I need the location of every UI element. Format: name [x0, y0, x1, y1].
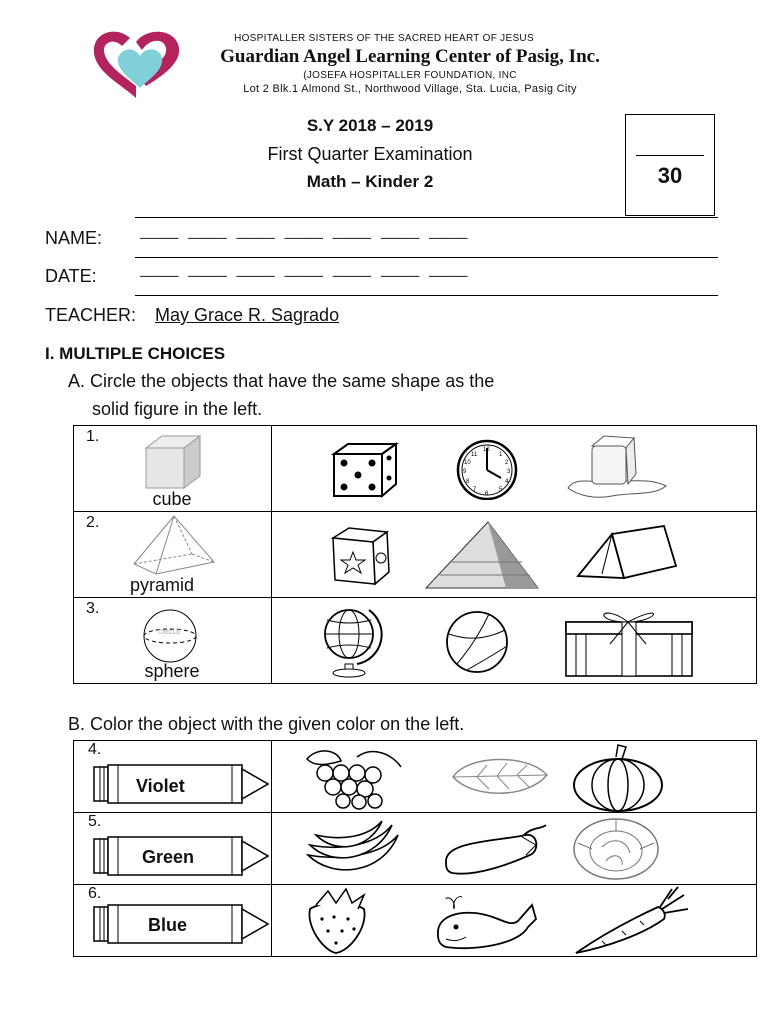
- name-label: NAME:: [45, 228, 103, 248]
- score-blank: [636, 155, 704, 156]
- svg-text:10: 10: [464, 460, 471, 466]
- question-cell: [74, 512, 272, 598]
- shape-name: pyramid: [129, 575, 195, 595]
- date-field[interactable]: ‒‒‒‒ ‒‒‒‒ ‒‒‒‒ ‒‒‒‒ ‒‒‒‒ ‒‒‒‒ ‒‒‒‒: [140, 266, 468, 285]
- choices-cell: [272, 426, 757, 512]
- exam-title: First Quarter Examination: [267, 144, 473, 164]
- sphere-shape-icon: [138, 608, 202, 664]
- eggplant-icon[interactable]: [442, 821, 552, 879]
- shape-name: cube: [152, 489, 192, 509]
- bananas-icon[interactable]: [302, 815, 402, 883]
- svg-text:CIRCLE: CIRCLE: [158, 630, 181, 636]
- org-line: HOSPITALLER SISTERS OF THE SACRED HEART OF JESUS: [234, 33, 534, 44]
- foundation-line: (JOSEFA HOSPITALLER FOUNDATION, INC: [303, 70, 517, 81]
- color-label: Blue: [148, 915, 188, 935]
- subject-title: Math – Kinder 2: [306, 172, 434, 191]
- question-number: 4.: [88, 741, 102, 758]
- question-cell: [74, 885, 272, 957]
- carrot-icon[interactable]: [572, 885, 692, 955]
- leaf-icon[interactable]: [447, 753, 557, 803]
- toy-block-icon[interactable]: [327, 524, 393, 588]
- choices-cell: [272, 741, 757, 813]
- pumpkin-icon[interactable]: [570, 743, 670, 813]
- question-cell: [74, 813, 272, 885]
- part-b-instruction: B. Color the object with the given color on the left.: [68, 714, 465, 734]
- svg-text:11: 11: [471, 452, 478, 458]
- shape-name: sphere: [144, 661, 200, 681]
- svg-text:5: 5: [499, 487, 503, 493]
- globe-icon[interactable]: [317, 604, 387, 678]
- divider-line: [135, 217, 718, 218]
- question-number: 1.: [86, 428, 100, 445]
- date-label: DATE:: [45, 266, 97, 286]
- grapes-icon[interactable]: [297, 745, 407, 813]
- ice-cube-icon[interactable]: [562, 432, 672, 502]
- question-cell: [74, 741, 272, 813]
- teacher-label: TEACHER:: [45, 305, 137, 325]
- svg-text:3: 3: [507, 469, 511, 475]
- cabbage-icon[interactable]: [572, 817, 662, 881]
- color-label: Green: [142, 847, 195, 867]
- svg-text:7: 7: [473, 487, 477, 493]
- part-a-instruction-cont: solid figure in the left.: [92, 399, 263, 419]
- svg-text:9: 9: [463, 469, 467, 475]
- name-field[interactable]: ‒‒‒‒ ‒‒‒‒ ‒‒‒‒ ‒‒‒‒ ‒‒‒‒ ‒‒‒‒ ‒‒‒‒: [140, 228, 468, 247]
- pyramid-shape-icon: [130, 514, 220, 576]
- part-a-instruction: A. Circle the objects that have the same shape as the: [68, 371, 495, 391]
- gift-box-icon[interactable]: [562, 600, 696, 680]
- section-title: I. MULTIPLE CHOICES: [45, 344, 226, 363]
- teacher-name: May Grace R. Sagrado: [155, 305, 340, 325]
- choices-cell: [272, 598, 757, 684]
- part-a-table: [73, 425, 757, 684]
- date-underline: [135, 295, 718, 296]
- part-b-table: [73, 740, 757, 957]
- address-line: Lot 2 Blk.1 Almond St., Northwood Village, Sta. Lucia, Pasig City: [243, 83, 577, 95]
- svg-text:6: 6: [485, 491, 489, 497]
- svg-text:8: 8: [466, 479, 470, 485]
- svg-text:12: 12: [483, 447, 490, 453]
- question-cell: [74, 426, 272, 512]
- choices-cell: [272, 813, 757, 885]
- question-number: 3.: [86, 600, 100, 617]
- choices-cell: [272, 885, 757, 957]
- tent-icon[interactable]: [572, 520, 682, 590]
- svg-text:4: 4: [505, 479, 509, 485]
- question-number: 5.: [88, 813, 102, 830]
- strawberry-icon[interactable]: [302, 887, 372, 955]
- name-underline: [135, 257, 718, 258]
- question-cell: [74, 598, 272, 684]
- svg-text:1: 1: [499, 452, 503, 458]
- pyramid-photo-icon[interactable]: [422, 518, 542, 592]
- color-label: Violet: [136, 776, 185, 796]
- question-number: 6.: [88, 885, 102, 902]
- dice-icon[interactable]: [330, 440, 400, 498]
- whale-icon[interactable]: [432, 887, 542, 953]
- total-score: 30: [657, 163, 683, 188]
- ball-icon[interactable]: [437, 610, 519, 674]
- clock-icon[interactable]: [447, 438, 527, 500]
- school-year: S.Y 2018 – 2019: [306, 116, 434, 135]
- school-name: Guardian Angel Learning Center of Pasig, Inc.: [220, 46, 600, 67]
- choices-cell: [272, 512, 757, 598]
- question-number: 2.: [86, 514, 100, 531]
- cube-icon: [140, 432, 206, 490]
- svg-text:2: 2: [505, 460, 509, 466]
